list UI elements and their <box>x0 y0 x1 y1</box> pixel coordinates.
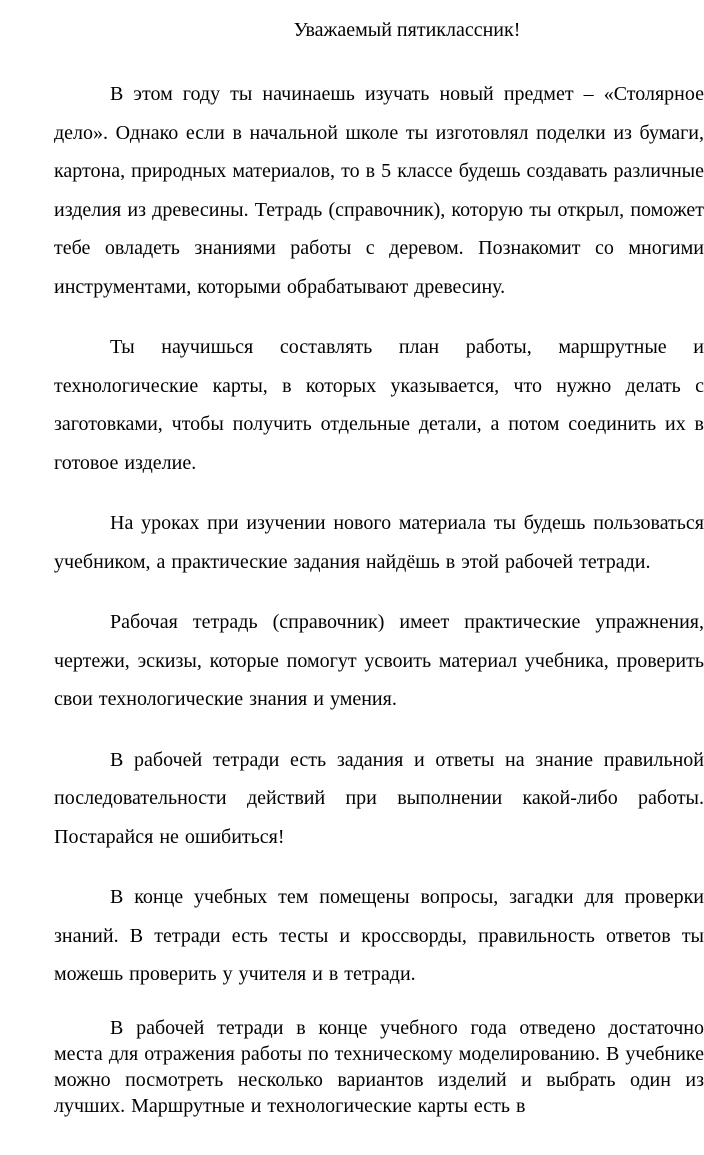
paragraph-lessons: На уроках при изучении нового материала ты будешь пользоваться учебником, а практические задания найдёшь в этой рабочей тетради. <box>54 512 704 573</box>
paragraph-work-plan: Ты научишься составлять план работы, маршрутные и технологические карты, в которых указывается, что нужно делать с заготовками, чтобы получить отдельные детали, а потом соединить их в готовое изделие. <box>54 336 704 474</box>
paragraph-modeling: В рабочей тетради в конце учебного года отведено достаточно места для отражения работы по техническому моделированию. В учебнике можно посмотреть несколько вариантов изделий и выбрать один из лучших. Маршрутные и технологические карты есть в <box>54 1016 704 1117</box>
document-page <box>54 0 704 1119</box>
paragraph-workbook-exercises: Рабочая тетрадь (справочник) имеет практические упражнения, чертежи, эскизы, которые помогут усвоить материал учебника, проверить свои технологические знания и умения. <box>54 611 704 710</box>
document-title: Уважаемый пятиклассник! <box>293 19 521 41</box>
paragraph-questions-riddles: В конце учебных тем помещены вопросы, загадки для проверки знаний. В тетради есть тесты и кроссворды, правильность ответов ты можешь проверить у учителя и в тетради. <box>54 886 704 985</box>
paragraph-tasks-answers: В рабочей тетради есть задания и ответы на знание правильной последовательности действий при выполнении какой-либо работы. Постарайся не ошибиться! <box>54 748 704 848</box>
paragraph-intro: В этом году ты начинаешь изучать новый предмет – «Столярное дело». Однако если в начальной школе ты изготовлял поделки из бумаги, картона, природных материалов, то в 5 классе будешь создавать различные изделия из древесины. Тетрадь (справочник), которую ты открыл, поможет тебе овладеть знаниями работы с деревом. Познакомит со многими инструментами, которыми обрабатывают древесину. <box>54 83 704 298</box>
